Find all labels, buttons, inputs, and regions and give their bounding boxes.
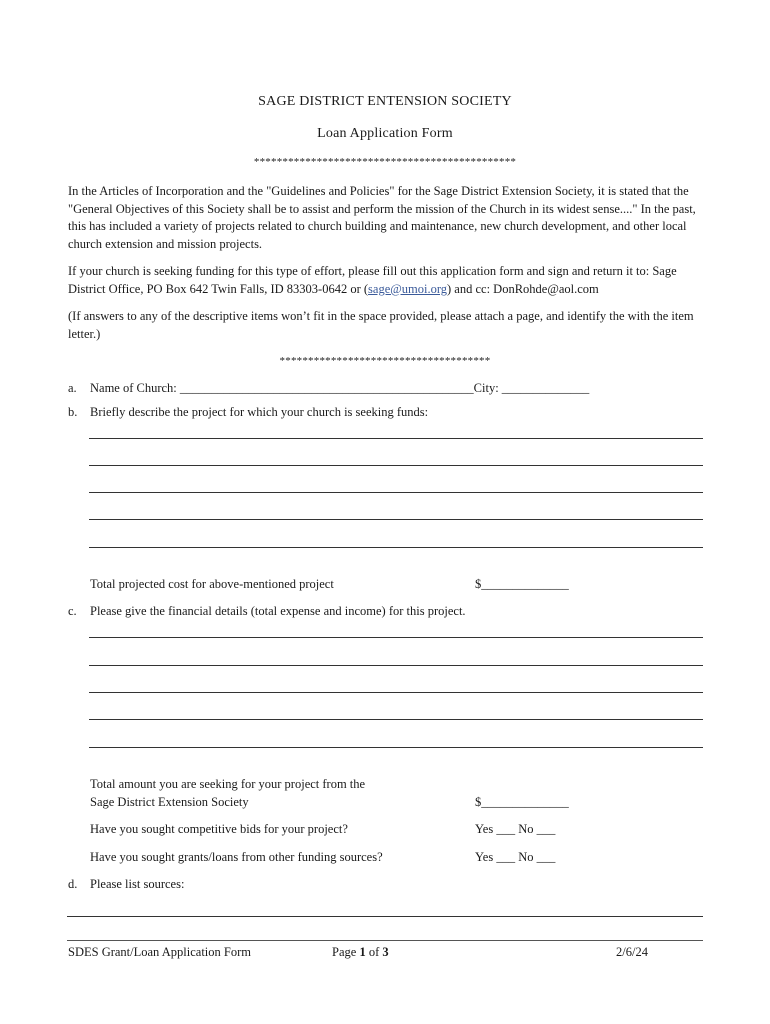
project-description-line-1[interactable]	[89, 438, 703, 439]
amount-sought-field[interactable]: $______________	[475, 795, 569, 809]
page-current: 1	[359, 945, 366, 959]
amount-sought-label-line-1: Total amount you are seeking for your project from the	[90, 777, 366, 791]
footer-rule	[67, 940, 703, 941]
intro-paragraph-2	[68, 263, 704, 298]
page-prefix: Page	[332, 945, 360, 959]
item-d-letter: d.	[68, 877, 78, 891]
grants-loans-label: Have you sought grants/loans from other funding sources?	[90, 850, 383, 864]
page-of: of	[365, 945, 383, 959]
footer-page-number	[332, 945, 389, 960]
financial-details-line-1[interactable]	[89, 637, 703, 638]
item-d-label: Please list sources:	[90, 877, 185, 891]
financial-details-line-2[interactable]	[89, 665, 703, 666]
star-divider-top: **********************************************	[253, 156, 517, 168]
competitive-bids-label: Have you sought competitive bids for your project?	[90, 822, 348, 836]
total-cost-field[interactable]: $______________	[475, 577, 569, 591]
competitive-bids-yes-no[interactable]: Yes ___ No ___	[475, 822, 556, 836]
financial-details-line-5[interactable]	[89, 747, 703, 748]
intro-p2-text-start: If your church is seeking funding for this type of effort, please fill out this application form and sign and return it to: Sage District Office, PO Box 642 Twin Falls, ID 83303-0642 or (	[68, 264, 677, 296]
grants-loans-yes-no[interactable]: Yes ___ No ___	[475, 850, 556, 864]
item-b-letter: b.	[68, 405, 78, 419]
total-cost-label: Total projected cost for above-mentioned project	[90, 577, 334, 591]
project-description-line-2[interactable]	[89, 465, 703, 466]
intro-p2-text-end: ) and cc: DonRohde@aol.com	[447, 281, 599, 296]
intro-paragraph-3: (If answers to any of the descriptive items won’t fit in the space provided, please attach a page, and identify the with the item letter.)	[68, 309, 694, 341]
amount-sought-label-line-2: Sage District Extension Society	[90, 795, 249, 809]
financial-details-line-3[interactable]	[89, 692, 703, 693]
project-description-line-5[interactable]	[89, 547, 703, 548]
sources-line-1[interactable]	[67, 916, 703, 917]
item-a-letter: a.	[68, 381, 77, 395]
org-name: SAGE DISTRICT ENTENSION SOCIETY	[258, 94, 512, 109]
email-link[interactable]: sage@umoi.org	[368, 281, 448, 296]
item-b-label: Briefly describe the project for which your church is seeking funds:	[90, 405, 429, 419]
form-title: Loan Application Form	[317, 126, 453, 141]
star-divider-middle: *************************************	[279, 355, 491, 367]
project-description-line-3[interactable]	[89, 492, 703, 493]
project-description-line-4[interactable]	[89, 519, 703, 520]
financial-details-line-4[interactable]	[89, 719, 703, 720]
item-c-label: Please give the financial details (total expense and income) for this project.	[90, 604, 466, 618]
item-c-letter: c.	[68, 604, 77, 618]
footer-date: 2/6/24	[616, 945, 648, 959]
intro-paragraph-1: In the Articles of Incorporation and the "Guidelines and Policies" for the Sage District Extension Society, it is stated that the "General Objectives of this Society shall be to assist and perform the mission of the Church in its widest sense...." In the past, this has included a variety of projects related to church building and maintenance, new church development, and other local church extension and mission projects.	[68, 184, 696, 251]
page-total: 3	[382, 945, 389, 959]
church-name-city-field[interactable]: Name of Church: _______________________________________________City: ______________	[90, 381, 590, 395]
footer-form-name: SDES Grant/Loan Application Form	[68, 945, 251, 959]
